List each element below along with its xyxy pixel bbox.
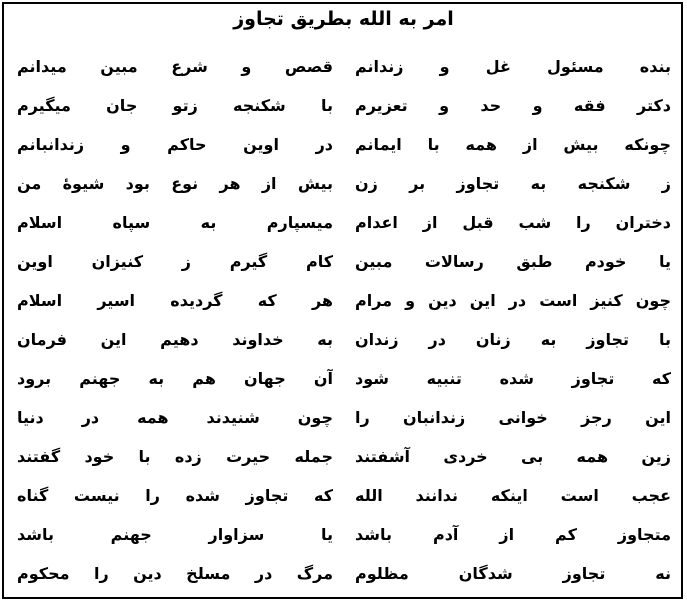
hemistich-second: بیش از هر نوع بود شیوهٔ من	[17, 174, 333, 193]
couplet-12	[0, 476, 687, 515]
hemistich-second: آن جهان هم به جهنم برود	[17, 369, 333, 388]
hemistich-first: یا خودم طبق رسالات مبین	[355, 252, 671, 271]
hemistich-first: دکتر فقه و حد و تعزیرم	[355, 96, 671, 115]
couplet-9	[0, 359, 687, 398]
hemistich-first: ز شکنجه به تجاوز بر زن	[355, 174, 671, 193]
hemistich-first: چونکه بیش از همه با ایمانم	[355, 135, 671, 154]
couplet-7	[0, 281, 687, 320]
hemistich-second: کام گیرم ز کنیزان اوین	[17, 252, 333, 271]
hemistich-second: میسپارم به سپاه اسلام	[17, 213, 333, 232]
hemistich-first: این رجز خوانی زندانبان را	[355, 408, 671, 427]
couplet-4	[0, 164, 687, 203]
hemistich-second: چون شنیدند همه در دنیا	[17, 408, 333, 427]
hemistich-second: مرگ در مسلخ دین را محکوم	[17, 564, 333, 583]
poem-title: امر به الله بطریق تجاوز	[233, 8, 454, 30]
poem-body	[0, 47, 687, 597]
couplet-11	[0, 437, 687, 476]
hemistich-first: عجب است اینکه ندانند الله	[355, 486, 671, 505]
hemistich-first: با تجاوز به زنان در زندان	[355, 330, 671, 349]
hemistich-second: به خداوند دهیم این فرمان	[17, 330, 333, 349]
couplet-2	[0, 86, 687, 125]
hemistich-second: هر که گردیده اسیر اسلام	[17, 291, 333, 310]
hemistich-first: بنده مسئول غل و زندانم	[355, 57, 671, 76]
hemistich-first: نه تجاوز شدگان مظلوم	[355, 564, 671, 583]
couplet-8	[0, 320, 687, 359]
couplet-14	[0, 554, 687, 593]
hemistich-first: دختران را شب قبل از اعدام	[355, 213, 671, 232]
couplet-13	[0, 515, 687, 554]
hemistich-first: که تجاوز شده تنبیه شود	[355, 369, 671, 388]
hemistich-second: که تجاوز شده را نیست گناه	[17, 486, 333, 505]
hemistich-second: در اوین حاکم و زندانبانم	[17, 135, 333, 154]
hemistich-second: یا سزاوار جهنم باشد	[17, 525, 333, 544]
hemistich-first: زین همه بی خردی آشفتند	[355, 447, 671, 466]
hemistich-first: متجاوز کم از آدم باشد	[355, 525, 671, 544]
hemistich-second: قصص و شرع مبین میدانم	[17, 57, 333, 76]
couplet-1	[0, 47, 687, 86]
hemistich-first: چون کنیز است در این دین و مرام	[355, 291, 671, 310]
couplet-10	[0, 398, 687, 437]
couplet-3	[0, 125, 687, 164]
couplet-5	[0, 203, 687, 242]
hemistich-second: با شکنجه زتو جان میگیرم	[17, 96, 333, 115]
couplet-6	[0, 242, 687, 281]
hemistich-second: جمله حیرت زده با خود گفتند	[17, 447, 333, 466]
